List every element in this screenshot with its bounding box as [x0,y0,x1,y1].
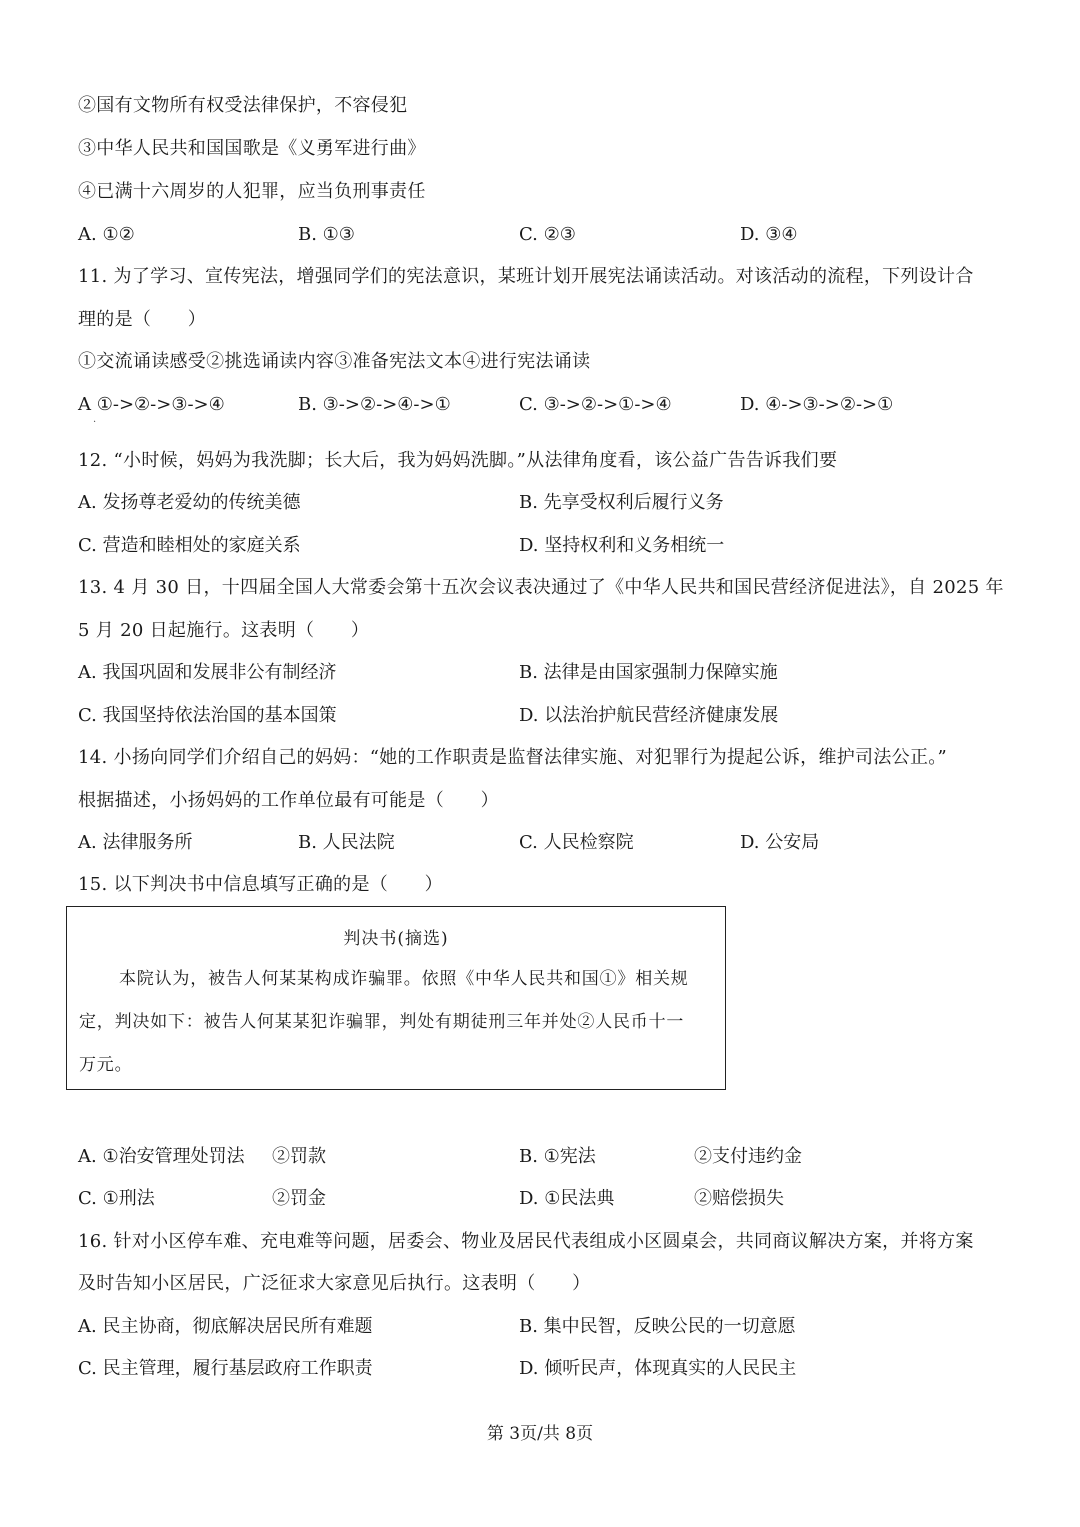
q16-stem-line2: 及时告知小区居民，广泛征求大家意见后执行。这表明（ ） [78,1273,591,1294]
q16-stem-line1: 16. 针对小区停车难、充电难等问题，居委会、物业及居民代表组成小区圆桌会，共同商议解决方案，并将方案 [78,1231,974,1252]
q15-option-d-part2: ②赔偿损失 [694,1188,784,1209]
judgment-box [66,906,726,1090]
q14-option-d[interactable]: D. 公安局 [740,832,820,853]
q15-option-c-part1: C. ①刑法 [78,1188,155,1209]
q10-option-b[interactable]: B. ①③ [298,224,355,245]
judgment-line1: 本院认为，被告人何某某构成诈骗罪。依照《中华人民共和国①》相关规 [119,969,689,989]
page-number: 第 3页/共 8页 [486,1424,594,1444]
q15-stem: 15. 以下判决书中信息填写正确的是（ ） [78,874,443,895]
q14-stem-line2: 根据描述，小扬妈妈的工作单位最有可能是（ ） [78,790,499,811]
q13-stem-line2: 5 月 20 日起施行。这表明（ ） [78,620,370,641]
q11-option-a[interactable]: A ①->②->③->④ [78,394,225,415]
q14-option-a[interactable]: A. 法律服务所 [78,832,193,853]
q16-option-b[interactable]: B. 集中民智，反映公民的一切意愿 [519,1316,796,1337]
q15-option-a-part2: ②罚款 [272,1146,326,1167]
q15-option-b-part1: B. ①宪法 [519,1146,596,1167]
q11-stem-line2: 理的是（ ） [78,309,207,330]
q13-option-a[interactable]: A. 我国巩固和发展非公有制经济 [78,662,337,683]
q11-option-c[interactable]: C. ③->②->①->④ [519,394,672,415]
q13-stem-line1: 13. 4 月 30 日，十四届全国人大常委会第十五次会议表决通过了《中华人民共和国民营经济促进法》，自 2025 年 [78,577,1004,598]
statement-4: ④已满十六周岁的人犯罪，应当负刑事责任 [78,181,426,202]
q14-option-b[interactable]: B. 人民法院 [298,832,395,853]
q12-stem: 12. “小时候，妈妈为我洗脚；长大后，我为妈妈洗脚。”从法律角度看，该公益广告告诉我们要 [78,450,838,471]
q12-option-c[interactable]: C. 营造和睦相处的家庭关系 [78,535,301,556]
q10-option-c[interactable]: C. ②③ [519,224,576,245]
q16-option-d[interactable]: D. 倾听民声，体现真实的人民民主 [519,1358,797,1379]
judgment-line3: 万元。 [79,1055,133,1075]
q11-option-b[interactable]: B. ③->②->④->① [298,394,451,415]
q10-option-a[interactable]: A. ①② [78,224,135,245]
q15-option-d[interactable] [519,1187,784,1211]
q15-option-d-part1: D. ①民法典 [519,1188,615,1209]
q11-stem-line1: 11. 为了学习、宣传宪法，增强同学们的宪法意识，某班计划开展宪法诵读活动。对该活动的流程，下列设计合 [78,266,974,287]
q16-option-a[interactable]: A. 民主协商，彻底解决居民所有难题 [78,1316,373,1337]
statement-3: ③中华人民共和国国歌是《义勇军进行曲》 [78,138,426,159]
q14-option-c[interactable]: C. 人民检察院 [519,832,634,853]
judgment-title: 判决书(摘选) [343,929,449,949]
q15-option-b-part2: ②支付违约金 [694,1146,802,1167]
q11-items: ①交流诵读感受②挑选诵读内容③准备宪法文本④进行宪法诵读 [78,351,591,372]
q15-option-a[interactable] [78,1145,326,1169]
q10-option-d[interactable]: D. ③④ [740,224,798,245]
q12-option-d[interactable]: D. 坚持权利和义务相统一 [519,535,725,556]
q13-option-c[interactable]: C. 我国坚持依法治国的基本国策 [78,705,337,726]
q13-option-d[interactable]: D. 以法治护航民营经济健康发展 [519,705,779,726]
statement-2: ②国有文物所有权受法律保护，不容侵犯 [78,95,408,116]
q12-option-a[interactable]: A. 发扬尊老爱幼的传统美德 [78,492,301,513]
q13-option-b[interactable]: B. 法律是由国家强制力保障实施 [519,662,778,683]
q15-option-c-part2: ②罚金 [272,1188,326,1209]
q15-option-b[interactable] [519,1145,802,1169]
q15-option-a-part1: A. ①治安管理处罚法 [78,1146,245,1167]
q12-option-b[interactable]: B. 先享受权利后履行义务 [519,492,724,513]
q16-option-c[interactable]: C. 民主管理，履行基层政府工作职责 [78,1358,373,1379]
q11-option-d[interactable]: D. ④->③->②->① [740,394,894,415]
q15-option-c[interactable] [78,1187,326,1211]
stray-dot: · [93,417,97,428]
q14-stem-line1: 14. 小扬向同学们介绍自己的妈妈：“她的工作职责是监督法律实施、对犯罪行为提起公诉，维护司法公正。” [78,747,948,768]
judgment-line2: 定，判决如下：被告人何某某犯诈骗罪，判处有期徒刑三年并处②人民币十一 [79,1012,685,1032]
